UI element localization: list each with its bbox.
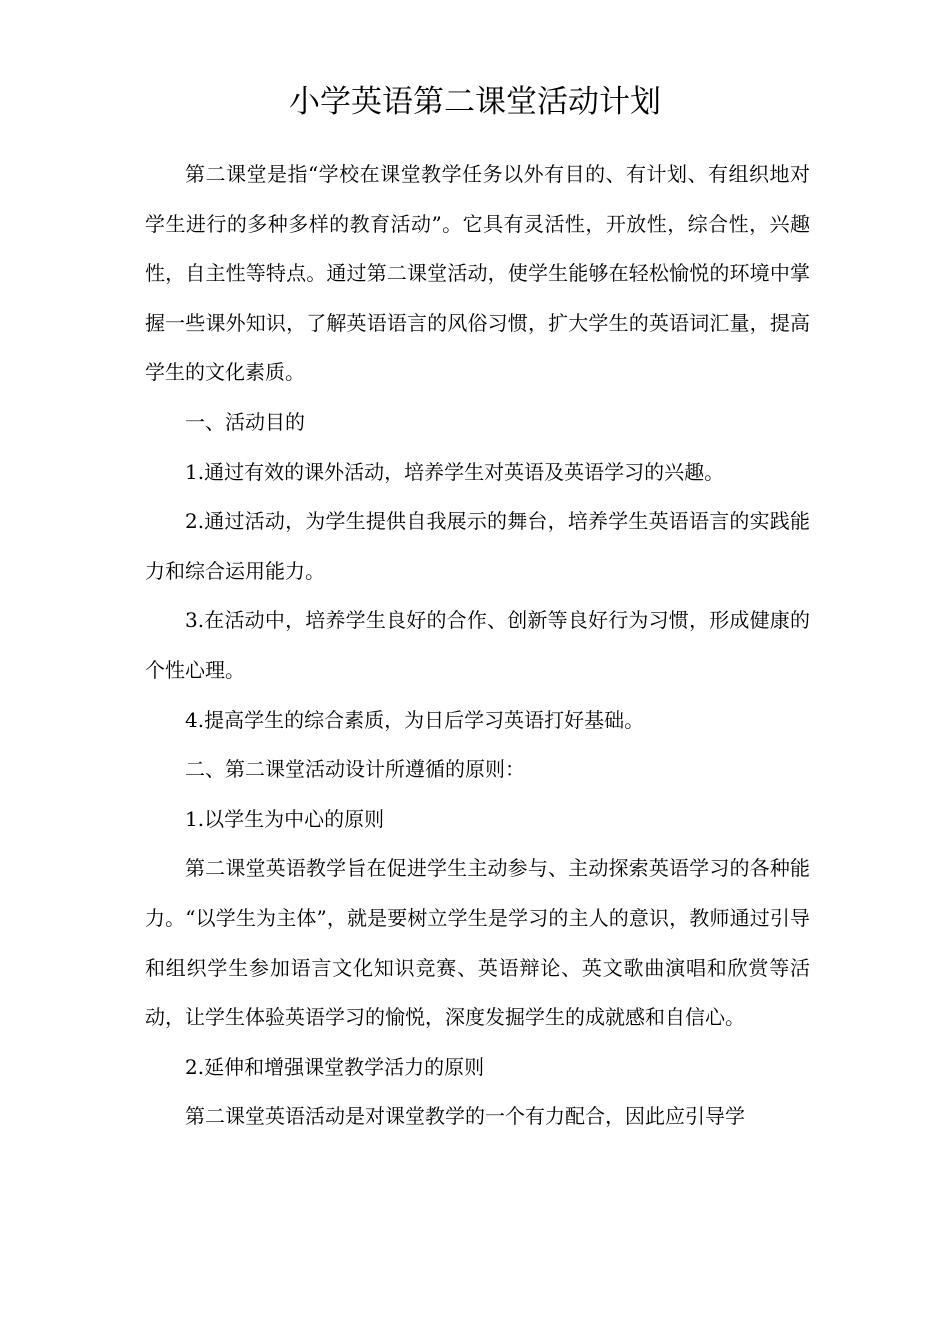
principle-1-heading: 1.以学生为中心的原则 [185,806,385,831]
purpose-item-3: 3.在活动中，培养学生良好的合作、创新等良好行为习惯，形成健康的个性心理。 [145,608,810,682]
document-title: 小学英语第二课堂活动计划 [289,84,661,120]
document-body [145,150,810,1142]
principle-1-paragraph: 第二课堂英语教学旨在促进学生主动参与、主动探索英语学习的各种能力。“以学生为主体”，就是要树立学生是学习的主人的意识，教师通过引导和组织学生参加语言文化知识竞赛、英语辩论、英文歌曲演唱和欣赏等活动，让学生体验英语学习的愉悦，深度发掘学生的成就感和自信心。 [145,856,810,1030]
section-heading-principles: 二、第二课堂活动设计所遵循的原则： [185,757,525,782]
purpose-item-4: 4.提高学生的综合素质，为日后学习英语打好基础。 [185,707,645,732]
section-heading-purpose: 一、活动目的 [185,409,305,434]
principle-2-heading: 2.延伸和增强课堂教学活力的原则 [185,1054,485,1079]
intro-paragraph: 第二课堂是指“学校在课堂教学任务以外有目的、有计划、有组织地对学生进行的多种多样的教育活动”。它具有灵活性，开放性，综合性，兴趣性，自主性等特点。通过第二课堂活动，使学生能够在轻松愉悦的环境中掌握一些课外知识，了解英语语言的风俗习惯，扩大学生的英语词汇量，提高学生的文化素质。 [145,162,810,385]
principle-2-paragraph: 第二课堂英语活动是对课堂教学的一个有力配合，因此应引导学 [185,1104,745,1129]
purpose-item-1: 1.通过有效的课外活动，培养学生对英语及英语学习的兴趣。 [185,459,725,484]
purpose-item-2: 2.通过活动，为学生提供自我展示的舞台，培养学生英语语言的实践能力和综合运用能力。 [145,509,810,583]
